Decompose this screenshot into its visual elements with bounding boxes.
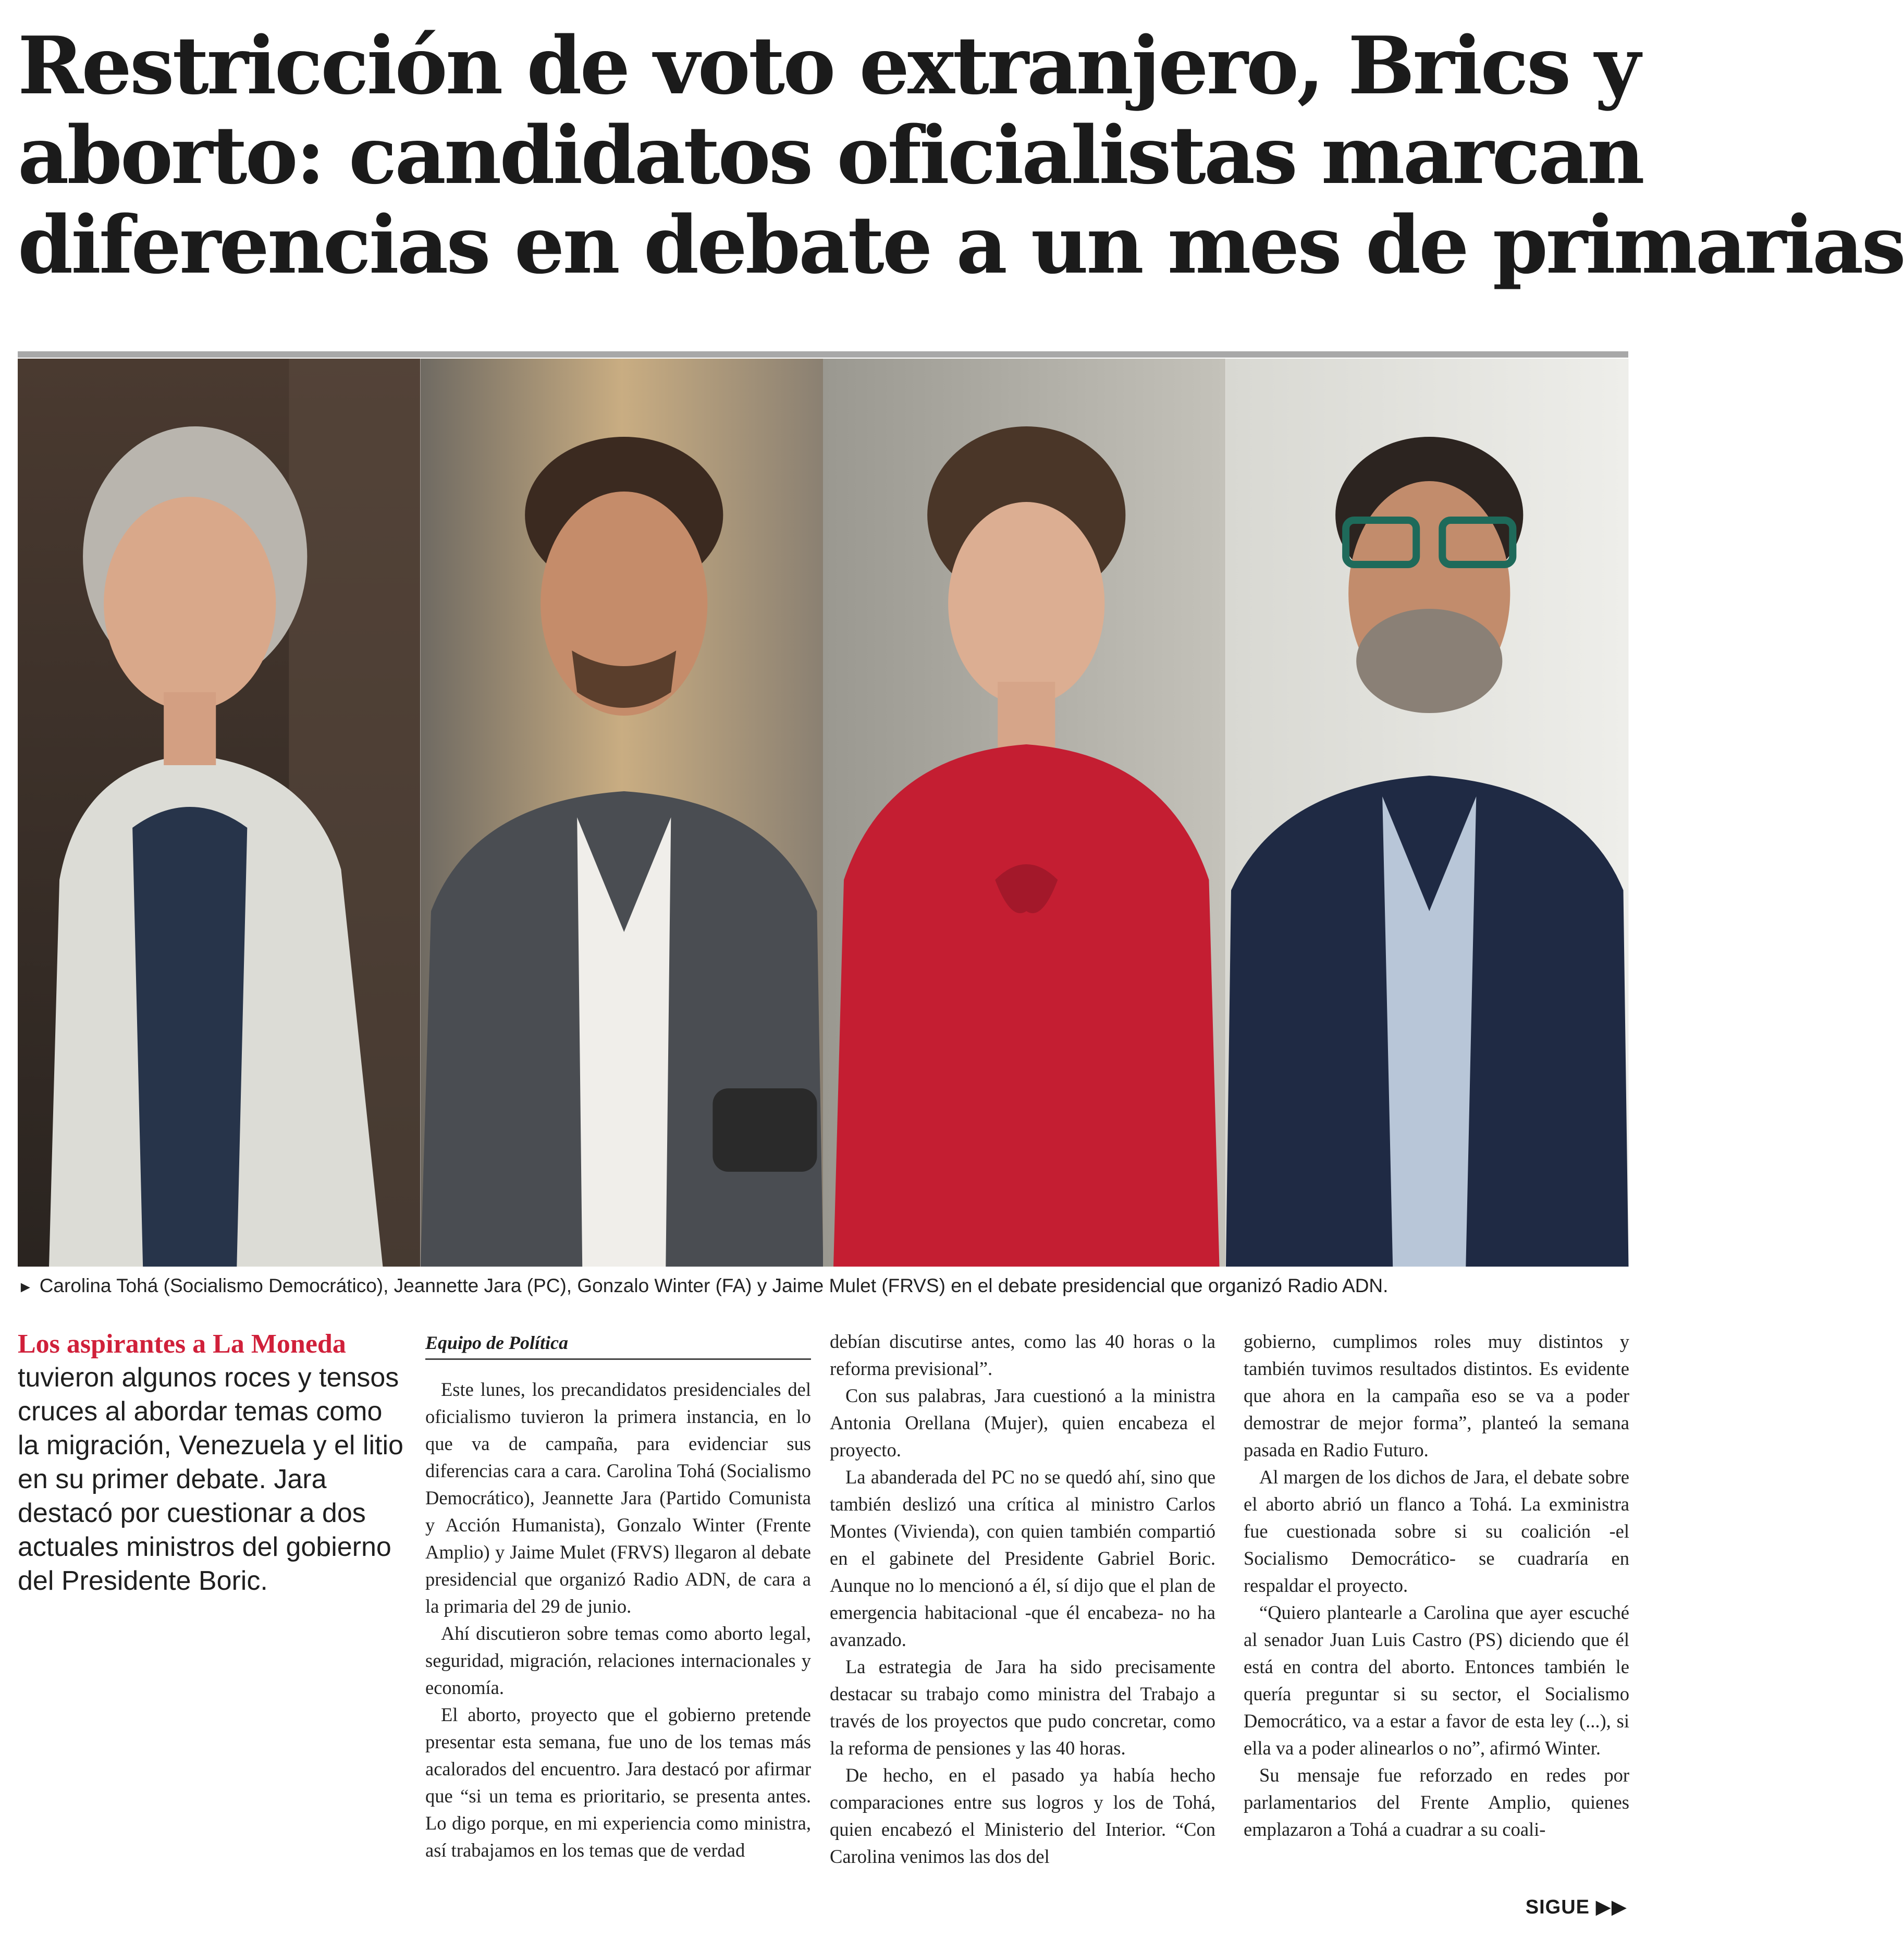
headline-line-3: diferencias en debate a un mes de primarias: [18, 198, 1904, 291]
lead-kicker: Los aspirantes a La Moneda: [18, 1329, 346, 1359]
body-column-1: [425, 1376, 811, 1864]
body-paragraph: Su mensaje fue reforzado en redes por parlamentarios del Frente Amplio, quienes emplazaron a Tohá a cuadrar a su coali-: [1244, 1764, 1629, 1840]
top-rule: [18, 351, 1628, 358]
headline-line-2: aborto: candidatos oficialistas marcan: [18, 108, 1643, 202]
headline: [18, 19, 1904, 291]
body-paragraph: De hecho, en el pasado ya había hecho comparaciones entre sus logros y los de Tohá, quien encabezó el Ministerio del Interior. “Con Carolina venimos las dos del: [830, 1764, 1215, 1867]
body-paragraph: debían discutirse antes, como las 40 horas o la reforma previsional”.: [830, 1331, 1215, 1379]
caption-marker-icon: ►: [18, 1279, 33, 1296]
body-paragraph: La estrategia de Jara ha sido precisamente destacar su trabajo como ministra del Trabajo a través de los proyectos que pudo concretar, como la reforma de pensiones y las 40 horas.: [830, 1656, 1215, 1759]
body-column-3: [1244, 1328, 1629, 1843]
caption-text: Carolina Tohá (Socialismo Democrático), Jeannette Jara (PC), Gonzalo Winter (FA) y Jaime Mulet (FRVS) en el debate presidencial que organizó Radio ADN.: [39, 1275, 1389, 1296]
photo-jeannette-jara: [823, 359, 1226, 1267]
body-column-2: [830, 1328, 1215, 1870]
photo-gonzalo-winter: [421, 359, 824, 1267]
continue-label: SIGUE ▶▶: [1525, 1896, 1627, 1918]
body-paragraph: El aborto, proyecto que el gobierno pretende presentar esta semana, fue uno de los temas más acalorados del encuentro. Jara destacó por afirmar que “si un tema es prioritario, se presenta antes. Lo digo porque, en mi experiencia como ministra, así trabajamos en los temas que de verdad: [425, 1704, 811, 1861]
headline-line-1: Restricción de voto extranjero, Brics y: [18, 19, 1639, 112]
lead-paragraph: [18, 1327, 403, 1598]
photo-jaime-mulet: [1226, 359, 1629, 1267]
body-paragraph: La abanderada del PC no se quedó ahí, sino que también deslizó una crítica al ministro Carlos Montes (Vivienda), con quien también compartió en el gabinete del Presidente Gabriel Boric. Aunque no lo mencionó a él, sí dijo que el plan de emergencia habitacional -que él encabeza- no ha avanzado.: [830, 1466, 1215, 1650]
body-paragraph: gobierno, cumplimos roles muy distintos y también tuvimos resultados distintos. Es evidente que ahora en la campaña eso se va a poder demostrar de mejor forma”, planteó la semana pasada en Radio Futuro.: [1244, 1331, 1629, 1461]
lead-text: tuvieron algunos roces y tensos cruces al abordar temas como la migración, Venezuela y el litio en su primer debate. Jara destacó por cuestionar a dos actuales ministros del gobierno del Presidente Boric.: [18, 1363, 403, 1596]
photo-strip: [18, 359, 1628, 1267]
photo-caption: [18, 1273, 1628, 1300]
photo-carolina-toha: [18, 359, 421, 1267]
byline: Equipo de Política: [425, 1330, 811, 1360]
body-paragraph: Con sus palabras, Jara cuestionó a la ministra Antonia Orellana (Mujer), quien encabeza el proyecto.: [830, 1385, 1215, 1461]
body-paragraph: Este lunes, los precandidatos presidenciales del oficialismo tuvieron la primera instancia, en lo que va de campaña, para evidenciar sus diferencias cara a cara. Carolina Tohá (Socialismo Democrático), Jeannette Jara (Partido Comunista y Acción Humanista), Gonzalo Winter (Frente Amplio) y Jaime Mulet (FRVS) llegaron al debate presidencial que organizó Radio ADN, de cara a la primaria del 29 de junio.: [425, 1379, 811, 1617]
body-paragraph: Al margen de los dichos de Jara, el debate sobre el aborto abrió un flanco a Tohá. La exministra fue cuestionada sobre si su coalición -el Socialismo Democrático- se cuadraría en respaldar el proyecto.: [1244, 1466, 1629, 1596]
body-paragraph: “Quiero plantearle a Carolina que ayer escuché al senador Juan Luis Castro (PS) diciendo que él está en contra del aborto. Entonces también le quería preguntar si su sector, el Socialismo Democrático, va a estar a favor de esta ley (...), si ella va a poder alinearlos o no”, afirmó Winter.: [1244, 1602, 1629, 1759]
body-paragraph: Ahí discutieron sobre temas como aborto legal, seguridad, migración, relaciones internacionales y economía.: [425, 1623, 811, 1698]
